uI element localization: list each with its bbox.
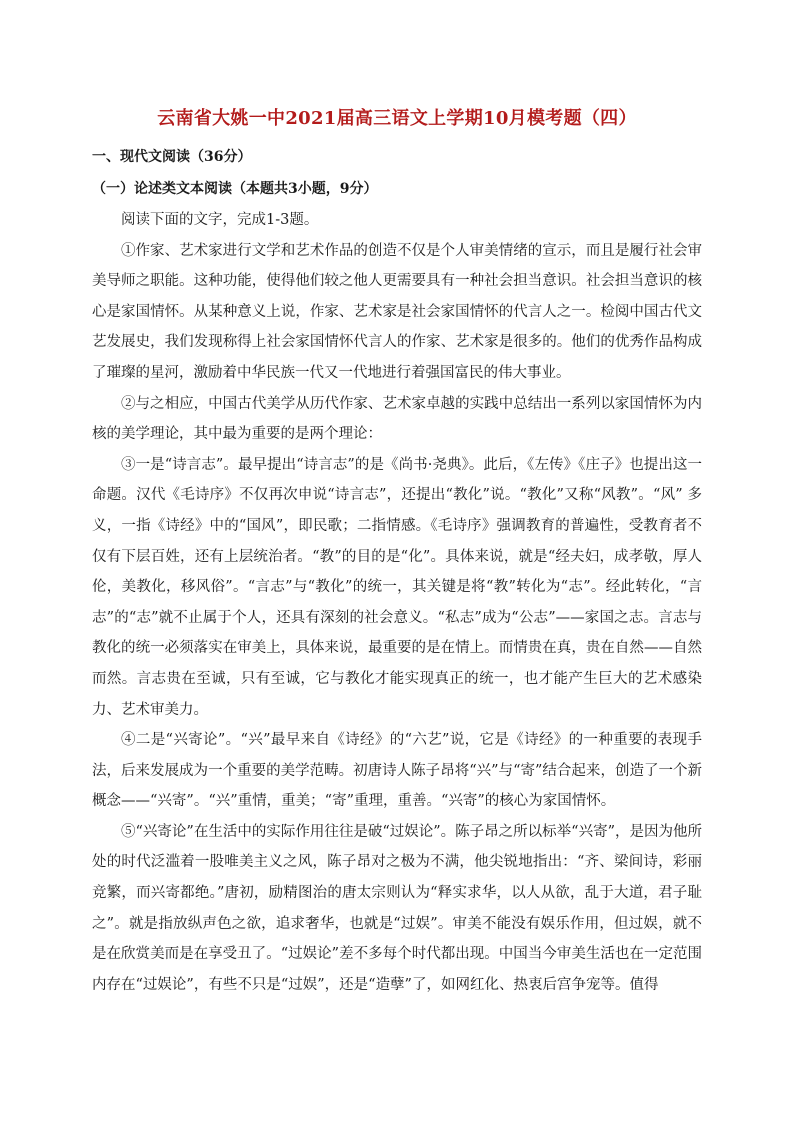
instruction-paragraph: 阅读下面的文字，完成1-3题。 — [121, 212, 319, 228]
section-heading: 一、现代文阅读（36分） — [92, 149, 252, 165]
subsection-heading: （一）论述类文本阅读（本题共3小题，9分） — [92, 181, 378, 197]
paragraph-1: ①作家、艺术家进行文学和艺术作品的创造不仅是个人审美情绪的宣示，而且是履行社会审美导师之职能。这种功能，使得他们较之他人更需要具有一种社会担当意识。社会担当意识的核心是家国情怀。从某种意义上说，作家、艺术家是社会家国情怀的代言人之一。检阅中国古代文艺发展史，我们发现称得上社会家国情怀代言人的作家、艺术家是很多的。他们的优秀作品构成了璀璨的星河，激励着中华民族一代又一代地进行着强国富民的伟大事业。 — [92, 242, 702, 381]
paragraph-4: ④二是“兴寄论”。“兴”最早来自《诗经》的“六艺”说，它是《诗经》的一种重要的表现手法，后来发展成为一个重要的美学范畴。初唐诗人陈子昂将“兴”与“寄”结合起来，创造了一个新概念——“兴寄”。“兴”重情，重美；“寄”重理，重善。“兴寄”的核心为家国情怀。 — [92, 732, 702, 810]
paragraph-3: ③一是“诗言志”。最早提出“诗言志”的是《尚书·尧典》。此后，《左传》《庄子》也提出这一命题。汉代《毛诗序》不仅再次申说“诗言志”，还提出“教化”说。“教化”又称“风教”。“风” 多义，一指《诗经》中的“国风”，即民歌；二指情感。《毛诗序》强调教育的普遍性，受教育者不仅有下层百姓，还有上层统治者。“教”的目的是“化”。具体来说，就是“经夫妇，成孝敬，厚人伦，美教化，移风俗”。“言志”与“教化”的统一，其关键是将“教”转化为“志”。经此转化，“言志”的“志”就不止属于个人，还具有深刻的社会意义。“私志”成为“公志”——家国之志。言志与教化的统一必须落实在审美上，具体来说，最重要的是在情上。而情贵在真，贵在自然——自然而然。言志贵在至诚，只有至诚，它与教化才能实现真正的统一，也才能产生巨大的艺术感染力、艺术审美力。 — [92, 456, 702, 718]
paragraph-2: ②与之相应，中国古代美学从历代作家、艺术家卓越的实践中总结出一系列以家国情怀为内核的美学理论，其中最为重要的是两个理论： — [92, 395, 702, 443]
paragraph-5: ⑤“兴寄论”在生活中的实际作用往往是破“过娱论”。陈子昂之所以标举“兴寄”，是因为他所处的时代泛滥着一股唯美主义之风，陈子昂对之极为不满，他尖锐地指出：“齐、梁间诗，彩丽竞繁，而兴寄都绝。”唐初，励精图治的唐太宗则认为“释实求华，以人从欲，乱于大道，君子耻之”。就是指放纵声色之欲，追求奢华，也就是“过娱”。审美不能没有娱乐作用，但过娱，就不是在欣赏美而是在享受丑了。“过娱论”差不多每个时代都出现。中国当今审美生活也在一定范围内存在“过娱论”，有些不只是“过娱”，还是“造孽”了，如网红化、热衷后宫争宠等。值得 — [92, 823, 702, 993]
document-title: 云南省大姚一中2021届高三语文上学期10月模考题（四） — [157, 108, 637, 129]
article-body — [92, 205, 702, 1000]
